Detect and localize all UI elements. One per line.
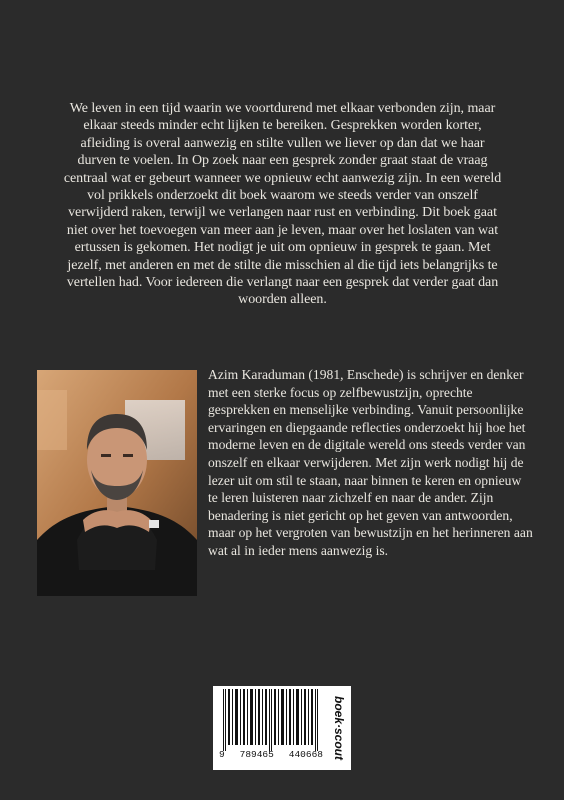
isbn-group-2: 440668 bbox=[288, 749, 323, 760]
author-bio: Azim Karaduman (1981, Enschede) is schrijver en denker met een sterke focus op zelfbewustzijn, oprechte gesprekken en menselijke verbinding. Vanuit persoonlijke ervaringen en diepgaande reflecties onderzoekt hij hoe het moderne leven en de digitale wereld ons steeds verder van onszelf en elkaar verwijderen. Met zijn werk nodigt hij de lezer uit om stil te staan, naar binnen te keren en opnieuw te leren luisteren naar zichzelf en naar de ander. Zijn benadering is niet gericht op het geven van antwoorden, maar op het vergroten van bewustzijn en het herinneren aan wat al in ieder mens aanwezig is. bbox=[208, 367, 533, 558]
publisher-logo-text: boek·scout bbox=[332, 695, 346, 761]
author-photo bbox=[37, 370, 197, 596]
isbn-number bbox=[219, 749, 323, 760]
isbn-lead-digit: 9 bbox=[219, 749, 225, 760]
barcode bbox=[213, 686, 351, 770]
barcode-icon bbox=[217, 689, 329, 751]
author-portrait bbox=[37, 370, 197, 596]
back-cover-blurb: We leven in een tijd waarin we voortdurend met elkaar verbonden zijn, maar elkaar steeds minder echt lijken te bereiken. Gesprekken worden korter, afleiding is overal aanwezig en stilte vullen we liever op dan dat we haar durven te voelen. In Op zoek naar een gesprek zonder graat staat de vraag centraal wat er gebeurt wanneer we opnieuw echt aanwezig zijn. In een wereld vol prikkels onderzoekt dit boek waarom we steeds verder van onszelf verwijderd raken, terwijl we verlangen naar rust en verbinding. Dit boek gaat niet over het toevoegen van meer aan je leven, maar over het loslaten van wat ertussen is gekomen. Het nodigt je uit om opnieuw in gesprek te gaan. Met jezelf, met anderen en met de stilte die misschien al die tijd iets belangrijks te vertellen had. Voor iedereen die verlangt naar een gesprek dat verder gaat dan woorden alleen. bbox=[63, 101, 502, 308]
publisher-logo bbox=[329, 690, 349, 766]
isbn-group-1: 789465 bbox=[239, 749, 274, 760]
